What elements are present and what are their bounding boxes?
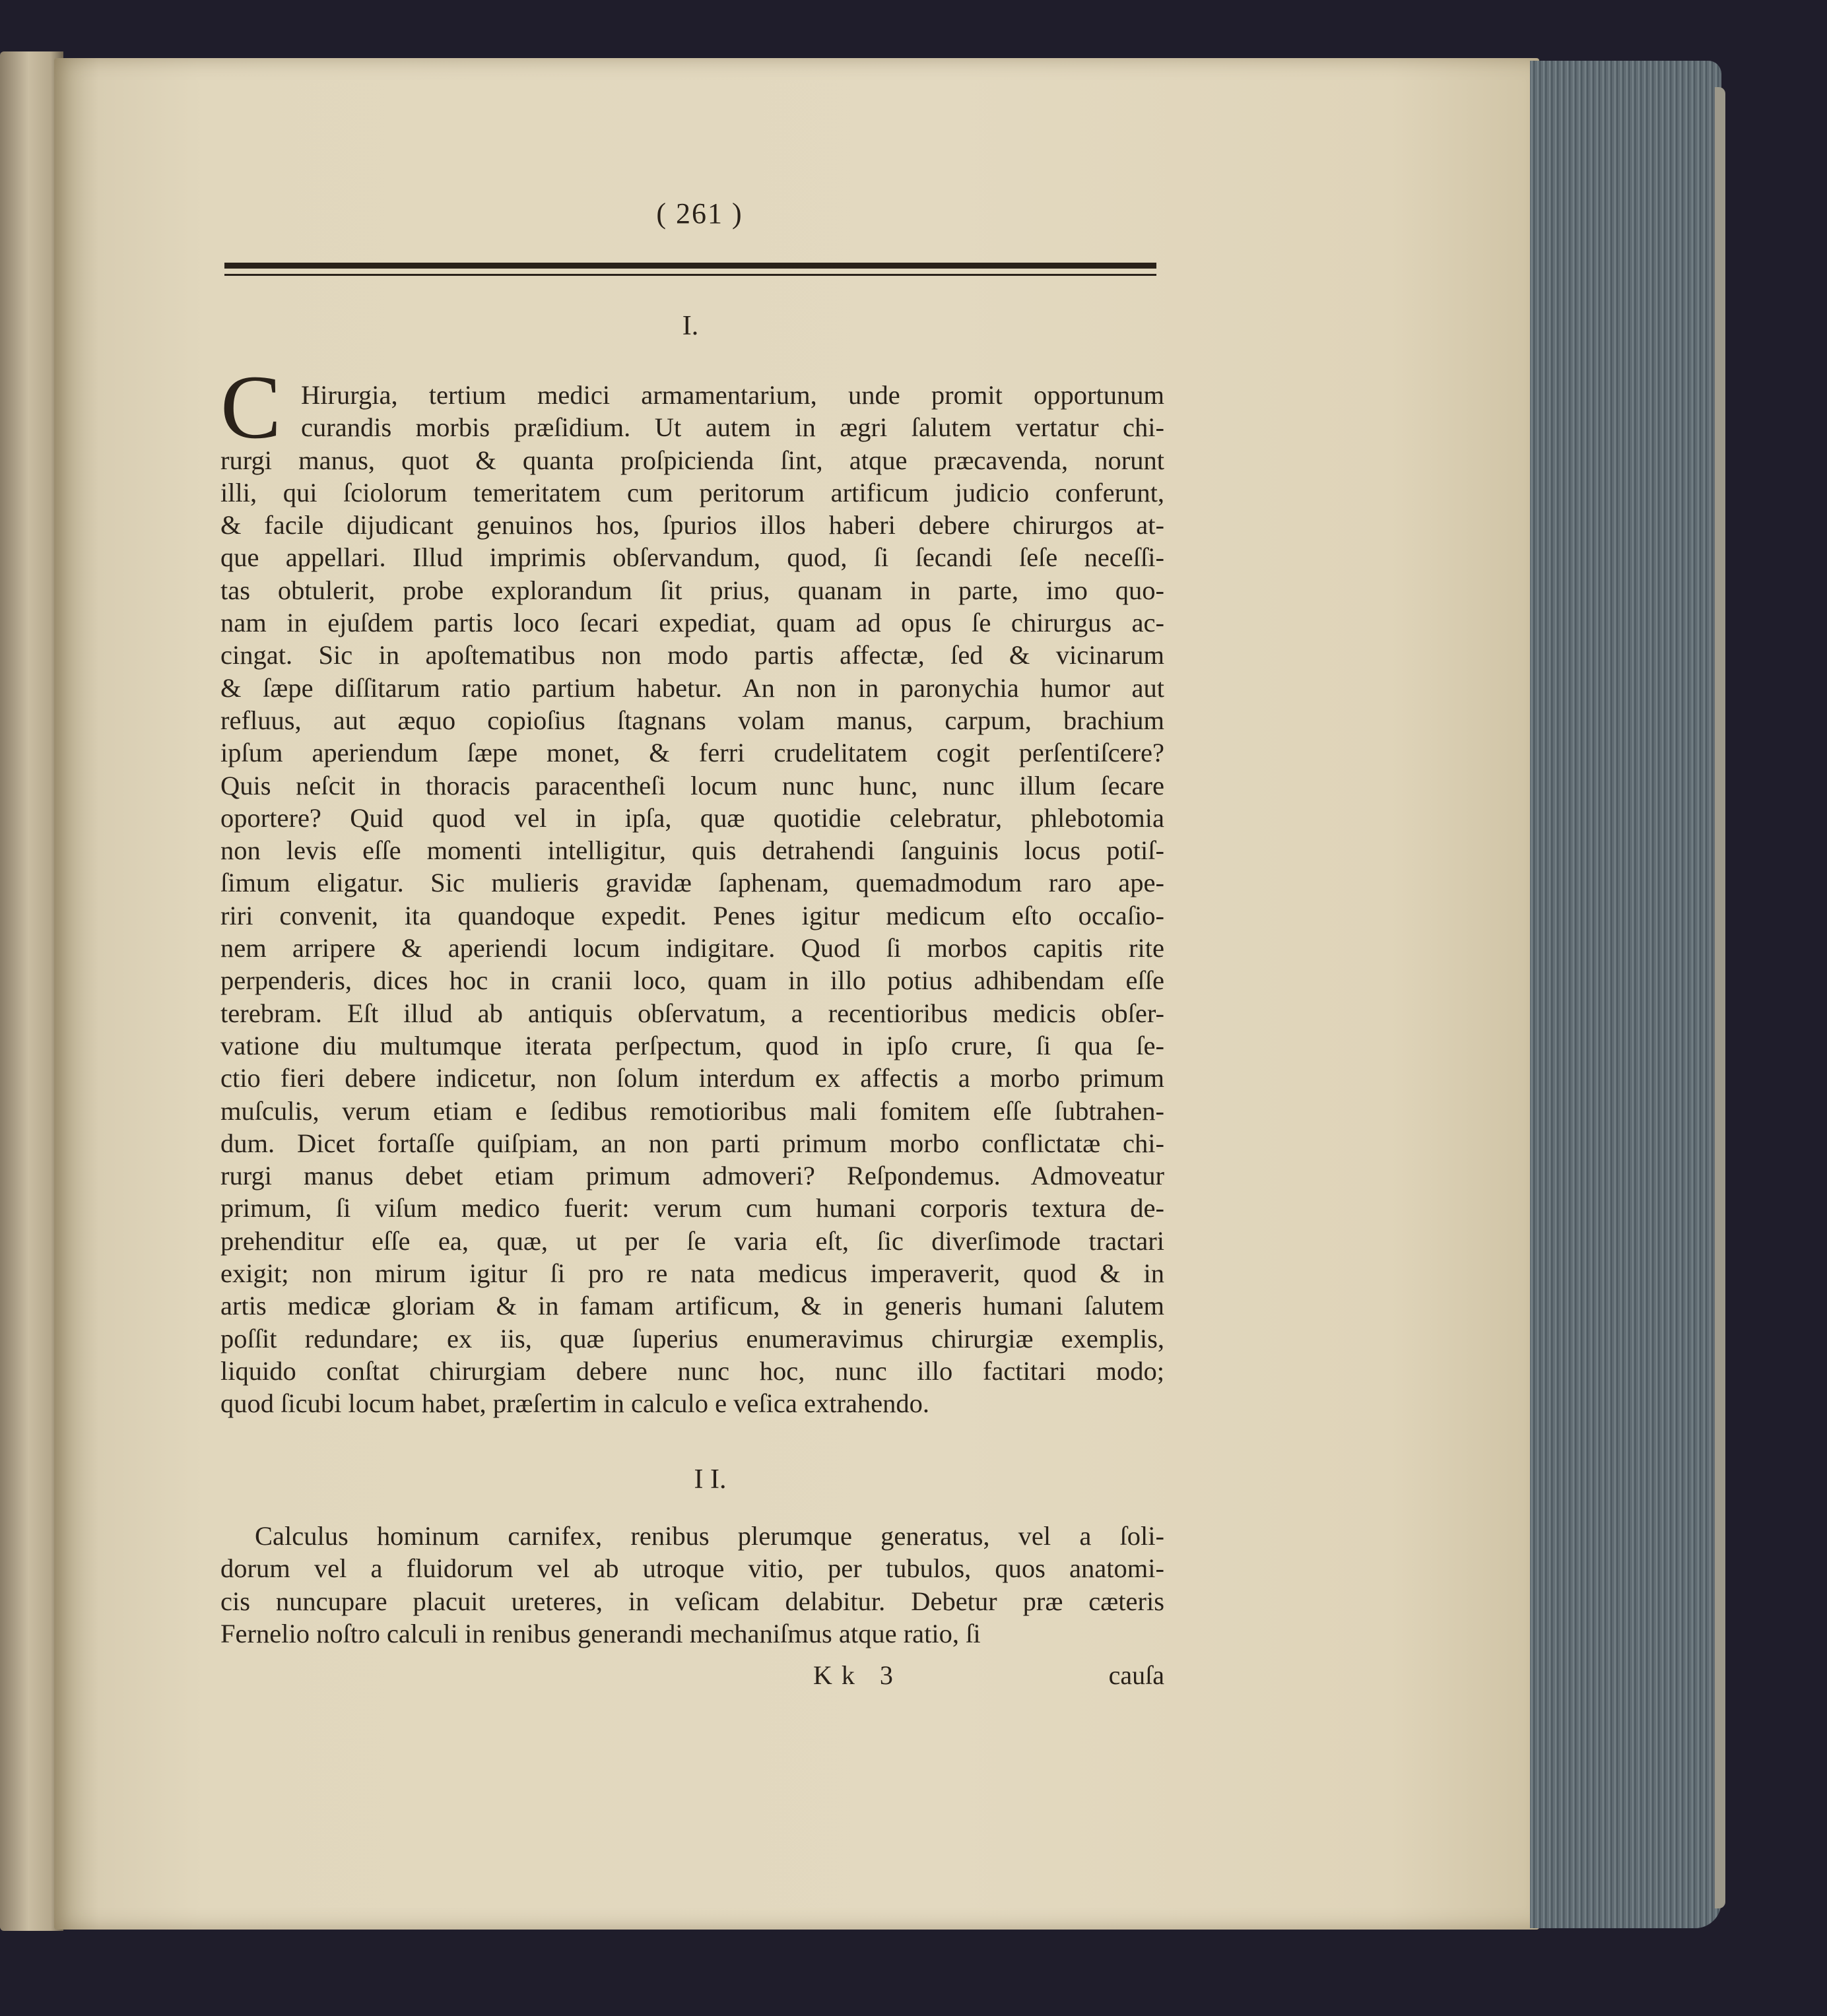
text-line: Calculus hominum carnifex, renibus plerumque generatus, vel a ſoli- <box>255 1521 1164 1551</box>
text-line: prehenditur eſſe ea, quæ, ut per ſe varia eſt, ſic diverſimode tractari <box>220 1225 1164 1256</box>
text-line: exigit; non mirum igitur ſi pro re nata medicus imperaverit, quod & in <box>220 1258 1164 1289</box>
text-line: nem arripere & aperiendi locum indigitare. Quod ſi morbos capitis rite <box>220 933 1164 963</box>
text-line: ſimum eligatur. Sic mulieris gravidæ ſaphenam, quemadmodum raro ape- <box>220 868 1164 898</box>
drop-cap: C <box>220 356 282 457</box>
text-line: que appellari. Illud imprimis obſervandum, quod, ſi ſecandi ſeſe neceſſi- <box>220 542 1164 573</box>
text-line: non levis eſſe momenti intelligitur, quis detrahendi ſanguinis locus potiſ- <box>220 835 1164 866</box>
section-heading-2: I I. <box>694 1464 727 1495</box>
text-line: rurgi manus, quot & quanta proſpicienda ſint, atque præcavenda, norunt <box>220 445 1164 475</box>
text-line: dum. Dicet fortaſſe quiſpiam, an non parti primum morbo conflictatæ chi- <box>220 1128 1164 1158</box>
text-line: riri convenit, ita quandoque expedit. Penes igitur medicum eſto occaſio- <box>220 900 1164 930</box>
text-line: primum, ſi viſum medico fuerit: verum cum humani corporis textura de- <box>220 1193 1164 1223</box>
text-line: curandis morbis præſidium. Ut autem in ægri ſalutem vertatur chi- <box>301 412 1164 443</box>
text-line: dorum vel a fluidorum vel ab utroque vitio, per tubulos, quos anatomi- <box>220 1553 1164 1584</box>
text-line: liquido conſtat chirurgiam debere nunc hoc, nunc illo factitari modo; <box>220 1355 1164 1386</box>
text-line: Quis neſcit in thoracis paracentheſi locum nunc hunc, nunc illum ſecare <box>220 770 1164 800</box>
text-line: Fernelio noſtro calculi in renibus generandi mechaniſmus atque ratio, ſi <box>220 1618 981 1648</box>
text-line: cis nuncupare placuit ureteres, in veſicam delabitur. Debetur præ cæteris <box>220 1586 1164 1616</box>
text-line: ipſum aperiendum ſæpe monet, & ferri crudelitatem cogit perſentiſcere? <box>220 738 1164 768</box>
text-line: perpenderis, dices hoc in cranii loco, quam in illo potius adhibendam eſſe <box>220 965 1164 996</box>
text-line: terebram. Eſt illud ab antiquis obſervatum, a recentioribus medicis obſer- <box>220 998 1164 1028</box>
section-heading-1: I. <box>682 311 699 341</box>
text-line: muſculis, verum etiam e ſedibus remotioribus mali fomitem eſſe ſubtrahen- <box>220 1095 1164 1126</box>
header-double-rule <box>224 263 1156 276</box>
text-line: & facile dijudicant genuinos hos, ſpurios illos haberi debere chirurgos at- <box>220 510 1164 540</box>
text-line: cingat. Sic in apoſtematibus non modo partis affectæ, ſed & vicinarum <box>220 640 1164 670</box>
page-number: ( 261 ) <box>656 197 743 230</box>
text-line: quod ſicubi locum habet, præſertim in calculo e veſica extrahendo. <box>220 1388 930 1419</box>
text-line: ctio fieri debere indicetur, non ſolum interdum ex affectis a morbo primum <box>220 1063 1164 1093</box>
text-line: vatione diu multumque iterata perſpectum, quod in ipſo crure, ſi qua ſe- <box>220 1030 1164 1060</box>
section-1-paragraph <box>220 379 1164 1420</box>
page-footer <box>220 1660 1164 1693</box>
text-line: illi, qui ſciolorum temeritatem cum peritorum artificum judicio conferunt, <box>220 477 1164 507</box>
catchword: cauſa <box>1108 1660 1164 1690</box>
text-line: & ſæpe diſſitarum ratio partium habetur. An non in paronychia humor aut <box>220 672 1164 703</box>
text-line: rurgi manus debet etiam primum admoveri? Reſpondemus. Admoveatur <box>220 1161 1164 1191</box>
text-line: artis medicæ gloriam & in famam artificum, & in generis humani ſalutem <box>220 1291 1164 1321</box>
book-fore-edge <box>1530 61 1721 1928</box>
text-line: oportere? Quid quod vel in ipſa, quæ quotidie celebratur, phlebotomia <box>220 802 1164 833</box>
section-2-paragraph <box>220 1520 1164 1650</box>
text-line: tas obtulerit, probe explorandum ſit prius, quanam in parte, imo quo- <box>220 575 1164 605</box>
text-line: Hirurgia, tertium medici armamentarium, unde promit opportunum <box>301 380 1164 410</box>
text-line: poſſit redundare; ex iis, quæ ſuperius enumeravimus chirurgiæ exemplis, <box>220 1323 1164 1353</box>
text-line: nam in ejuſdem partis loco ſecari expediat, quam ad opus ſe chirurgus ac- <box>220 608 1164 638</box>
signature-mark: Kk 3 <box>813 1660 902 1690</box>
text-line: refluus, aut æquo copioſius ſtagnans volam manus, carpum, brachium <box>220 705 1164 735</box>
